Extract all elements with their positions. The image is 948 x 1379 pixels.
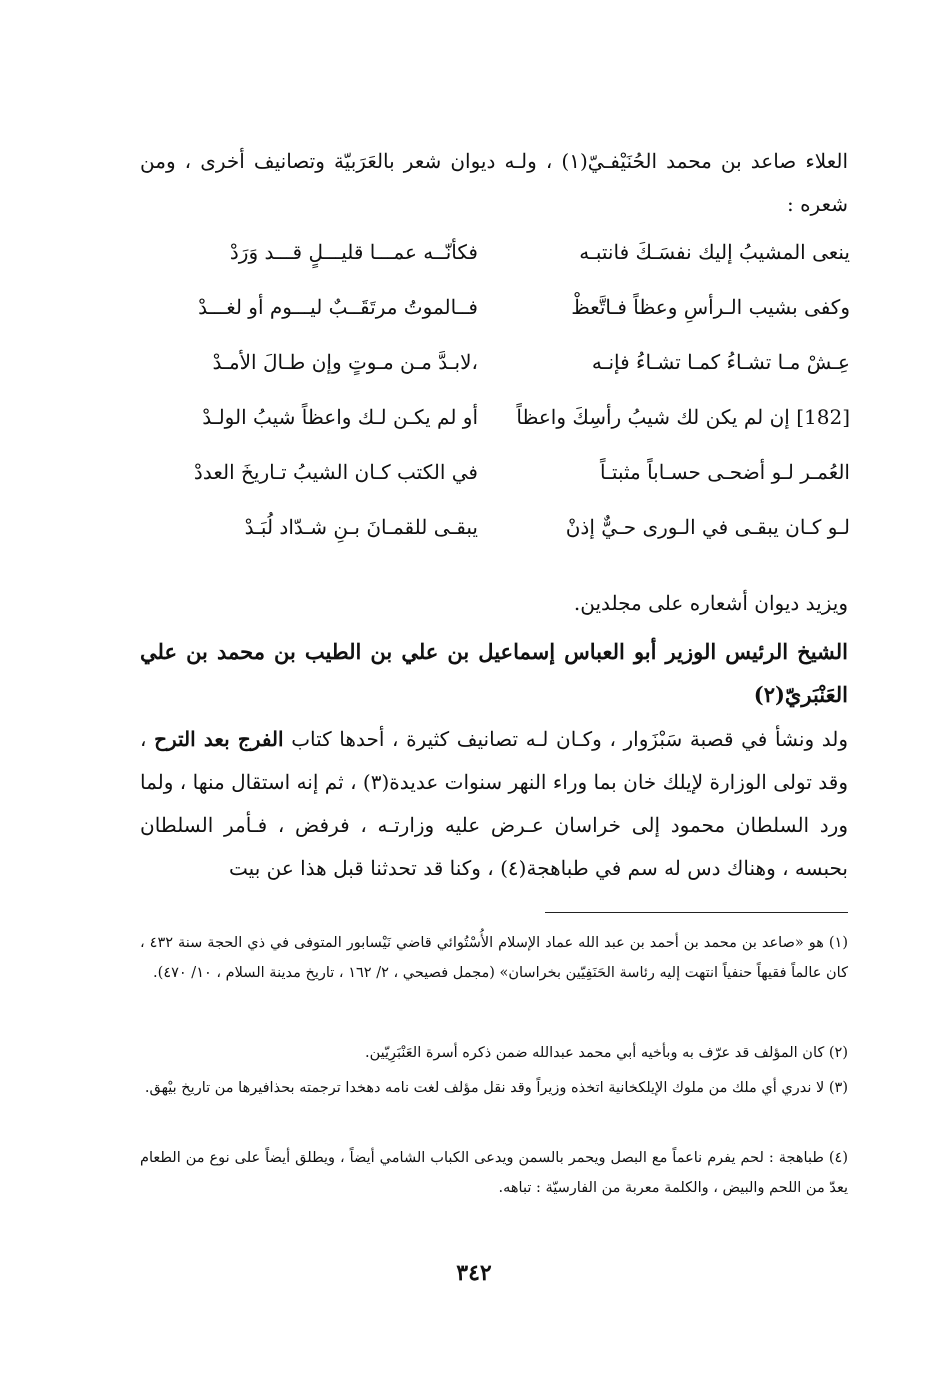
poem-verse xyxy=(150,240,850,290)
footnote: (١) هو «صاعد بن محمد بن أحمد بن عبد الله عماد الإسلام الأُسْتُوائي قاضي نَيْسابور المتوفى في ذي الحجة سنة ٤٣٢ ، كان عالماً فقيهاً حنفياً انتهت إليه رئاسة الحَنَفِيّين بخراسان» (مجمل فصيحي ، ٢/ ١٦٢ ، تاريخ مدينة السلام ، ١٠/ ٤٧٠). xyxy=(140,935,849,981)
poem-verse xyxy=(150,460,850,510)
body-paragraph xyxy=(140,718,848,890)
after-poem-line: ويزيد ديوان أشعاره على مجلدين. xyxy=(573,591,848,615)
body-text-part2: ، وقد تولى الوزارة لإيلك خان بما وراء النهر سنوات عديدة(٣) ، ثم إنه استقال منها ، ولما ورد السلطان محمود إلى خراسان عـرض عليه وزارتـه ، فرفض ، فـأمر السلطان بحبسه ، وهناك دس له سم في طباهجة(٤) ، وكنا قد تحدثنا قبل هذا عن بيت xyxy=(140,727,848,880)
verse-first-hemistich: لـو كـان يبقـى في الـورى حـيٌّ إذنْ xyxy=(565,515,850,539)
verse-first-hemistich: عِـشْ مـا تشـاءُ كمـا تشـاءُ فإنـه xyxy=(591,350,850,374)
verse-first-hemistich: العُمـر لـو أضحـى حسـاباً مثبتـاً xyxy=(599,460,850,484)
intro-paragraph: العلاء صاعد بن محمد الحُنَيْفـيّ(١) ، ولـه ديوان شعر بالعَرَبيّة وتصانيف أخرى ، ومن شعره : xyxy=(140,149,848,216)
section-heading: الشيخ الرئيس الوزير أبو العباس إسماعيل بن علي بن الطيب بن محمد بن علي العَنْبَريّ(٢) xyxy=(140,639,848,707)
footnote: (٣) لا ندري أي ملك من ملوك الإيلكخانية اتخذه وزيراً وقد نقل مؤلف لغت نامه دهخدا ترجمته بحذافيرها من تاريخ بيْهق. xyxy=(144,1080,848,1096)
page-number: ٣٤٢ xyxy=(456,1260,492,1286)
verse-second-hemistich: في الكتب كـان الشيبُ تـاريخَ العددْ xyxy=(193,460,478,484)
footnote-divider xyxy=(545,912,848,913)
poem-verse xyxy=(150,515,850,565)
verse-first-hemistich: ينعى المشيبُ إليك نفسَـكَ فانتبـه xyxy=(579,240,850,264)
verse-second-hemistich: أو لم يكـن لـك واعظاً شيبُ الولـدْ xyxy=(202,405,478,429)
book-title: الفرج بعد الترح xyxy=(154,727,284,751)
poem-verse xyxy=(150,350,850,400)
footnote: (٢) كان المؤلف قد عرّف به وبأخيه أبي محمد عبدالله ضمن ذكره أسرة العَنْبَرِيّين. xyxy=(364,1045,848,1061)
verse-second-hemistich: يبقـى للقمـانَ بـنِ شـدّاد لُبَـدْ xyxy=(244,515,478,539)
verse-second-hemistich: فــالموتُ مرتَقَــبٌ ليـــوم أو لغـــدْ xyxy=(198,295,478,319)
verse-second-hemistich: فكأنّــه عمـــا قليـــلٍ قـــد وَرَدْ xyxy=(229,240,478,264)
body-text-part1: ولد ونشأ في قصبة سَبْزَوار ، وكـان لـه تصانيف كثيرة ، أحدها كتاب xyxy=(283,727,849,751)
footnote: (٤) طباهجة : لحم يفرم ناعماً مع البصل ويحمر بالسمن ويدعى الكباب الشامي أيضاً ، ويطلق أيضاً على نوع من الطعام يعدّ من اللحم والبيض ، والكلمة معربة من الفارسيّة : تباهه. xyxy=(140,1150,848,1196)
poem-verse xyxy=(150,405,850,455)
verse-first-hemistich: [182] إن لم يكن لك شيبُ رأسِكَ واعظاً xyxy=(516,405,850,429)
verse-second-hemistich: ،لابـدَّ مـن مـوتٍ وإن طـالَ الأمـدْ xyxy=(212,350,478,374)
poem-verse xyxy=(150,295,850,345)
verse-first-hemistich: وكفى بشيب الـرأسِ وعظاً فـاتَّعظْ xyxy=(571,295,850,319)
